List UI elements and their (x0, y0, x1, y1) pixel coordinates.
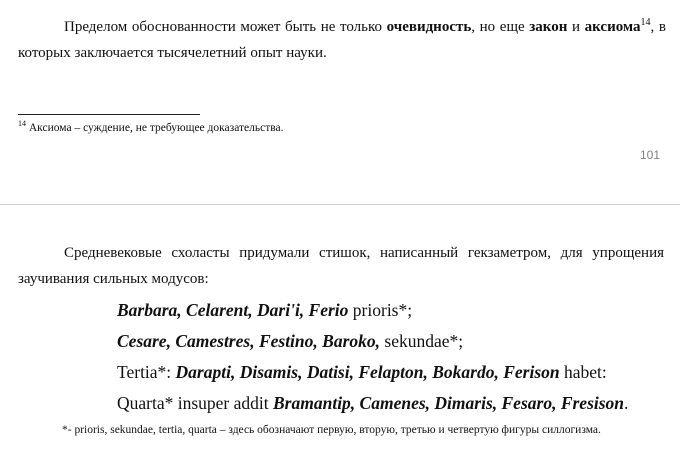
footnote-reference[interactable]: 14 (640, 17, 651, 28)
verse-plain: Quarta* insuper addit (117, 393, 273, 413)
paragraph-text: , но еще (471, 19, 530, 35)
verse-line (117, 391, 628, 415)
term-law: закон (529, 19, 568, 35)
verse-plain: prioris*; (348, 300, 413, 320)
footnote (18, 121, 284, 135)
verse-modes: Cesare, Camestres, Festino, Baroko, (117, 331, 381, 351)
paragraph-text: Пределом обоснованности может быть не только (64, 19, 387, 35)
verse-plain: sekundae*; (380, 331, 464, 351)
paragraph-text: , в которых заключается тысячелетний опыт науки. (18, 19, 666, 61)
body-paragraph (18, 14, 666, 66)
verse-modes: Bramantip, Camenes, Dimaris, Fesaro, Fresison (273, 393, 625, 413)
term-axiom: аксиома (584, 19, 641, 35)
verse-modes: Darapti, Disamis, Datisi, Felapton, Bokardo, Ferison (175, 362, 560, 382)
term-evidence: очевидность (386, 19, 472, 35)
verse-line (117, 329, 463, 353)
footnote-number: 14 (18, 119, 26, 129)
footnote-text: Аксиома – суждение, не требующее доказательства. (26, 122, 284, 134)
verse-modes: Barbara, Celarent, Dari'i, Ferio (117, 300, 349, 320)
page-102 (0, 205, 680, 471)
page-101 (0, 0, 680, 204)
page-number: 101 (639, 148, 660, 162)
verse-line (117, 298, 412, 322)
paragraph-text: и (567, 19, 585, 35)
figures-note: *- prioris, sekundae, tertia, quarta – здесь обозначают первую, вторую, третью и четвертую фигуры силлогизма. (62, 424, 601, 436)
footnote-separator (18, 114, 200, 115)
body-paragraph: Средневековые схоласты придумали стишок, написанный гекзаметром, для упрощения заучивания сильных модусов: (18, 245, 664, 287)
verse-line (117, 360, 607, 384)
verse-plain: . (624, 393, 629, 413)
verse-plain: habet: (559, 362, 607, 382)
verse-plain: Tertia*: (117, 362, 176, 382)
